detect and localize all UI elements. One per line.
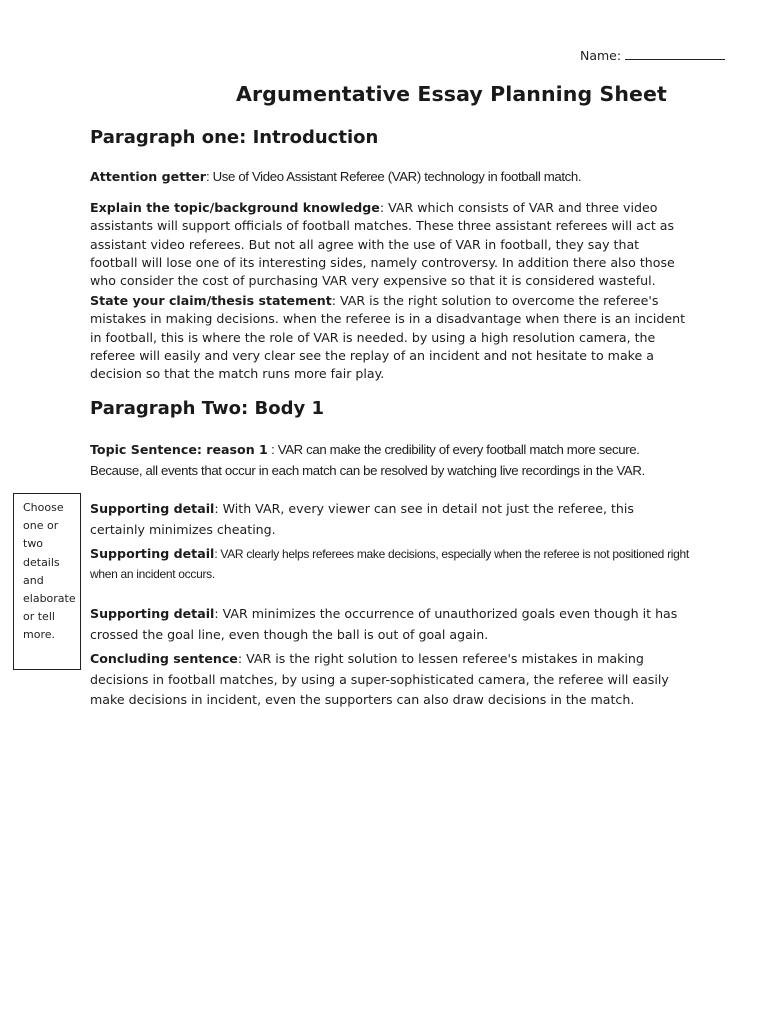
- supporting-detail-3-label: Supporting detail: [90, 606, 215, 621]
- supporting-detail-2-label: Supporting detail: [90, 546, 215, 561]
- supporting-detail-3-text: : VAR minimizes the occurrence of unauthorized goals even though it has crossed the goal line, even though the ball is out of goal again.: [90, 606, 678, 642]
- paragraph-one-heading: Paragraph one: Introduction: [90, 127, 379, 148]
- supporting-detail-1-label: Supporting detail: [90, 501, 215, 516]
- supporting-detail-3: [90, 603, 690, 645]
- background-knowledge-text: : VAR which consists of VAR and three video assistants will support officials of football matches. These three assistant referees will act as assistant video referees. But not all agree with the use of VAR in football, they say that football will lose one of its interesting sides, namely controversy. In addition there also those who consider the cost of purchasing VAR very expensive so that it is considered wasteful.: [90, 200, 675, 289]
- thesis-statement-label: State your claim/thesis statement: [90, 293, 332, 308]
- concluding-sentence-label: Concluding sentence: [90, 651, 238, 666]
- background-knowledge: [90, 199, 690, 290]
- background-knowledge-label: Explain the topic/background knowledge: [90, 200, 380, 215]
- supporting-detail-1-text: : With VAR, every viewer can see in detail not just the referee, this certainly minimizes cheating.: [90, 501, 634, 537]
- name-field: [580, 47, 725, 63]
- supporting-detail-2: [90, 544, 690, 584]
- topic-sentence-label: Topic Sentence: [90, 442, 197, 457]
- name-blank-line[interactable]: [625, 47, 725, 60]
- paragraph-two-heading: Paragraph Two: Body 1: [90, 398, 325, 419]
- attention-getter: [90, 168, 690, 186]
- topic-sentence-reason: : reason 1: [196, 442, 268, 457]
- document-title: Argumentative Essay Planning Sheet: [236, 82, 667, 106]
- concluding-sentence: [90, 649, 690, 711]
- thesis-statement: [90, 292, 690, 383]
- attention-getter-label: Attention getter: [90, 169, 206, 184]
- topic-sentence: [90, 439, 690, 481]
- concluding-sentence-text: : VAR is the right solution to lessen referee's mistakes in making decisions in football matches, by using a super-sophisticated camera, the referee will easily make decisions in incident, even the supporters can also draw decisions in the match.: [90, 651, 669, 707]
- supporting-detail-2-text: : VAR clearly helps referees make decisions, especially when the referee is not positioned right when an incident occurs.: [90, 547, 689, 581]
- topic-sentence-text: : VAR can make the credibility of every football match more secure. Because, all events that occur in each match can be resolved by watching live recordings in the VAR.: [90, 442, 645, 478]
- elaborate-instruction-box: Choose one or two details and elaborate or tell more.: [13, 493, 81, 670]
- attention-getter-text: : Use of Video Assistant Referee (VAR) technology in football match.: [205, 169, 582, 184]
- thesis-statement-text: : VAR is the right solution to overcome the referee's mistakes in making decisions. when the referee is in a disadvantage when there is an incident in football, this is where the role of VAR is needed. by using a high resolution camera, the referee will easily and very clear see the replay of an incident and not hesitate to make a decision so that the match runs more fair play.: [90, 293, 686, 382]
- name-label: Name:: [580, 48, 622, 63]
- supporting-detail-1: [90, 498, 690, 540]
